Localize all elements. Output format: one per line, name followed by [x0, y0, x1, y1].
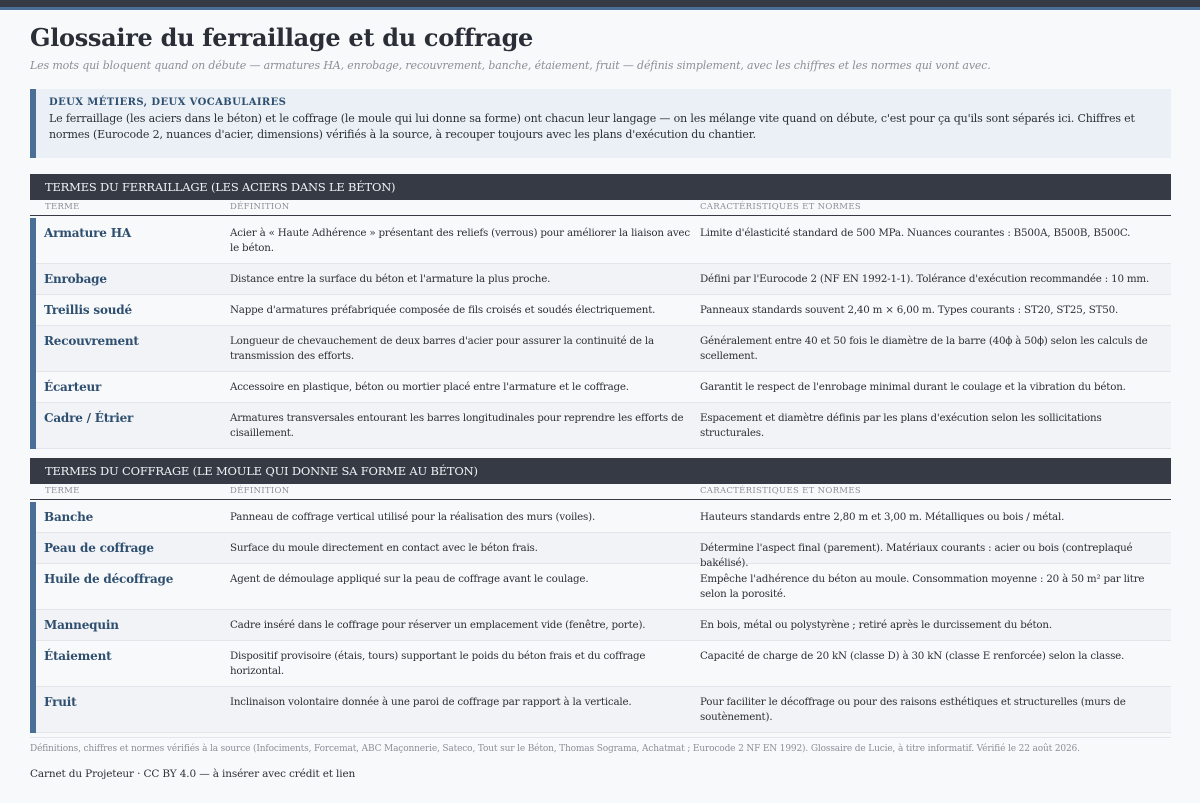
table-row	[36, 641, 1171, 687]
definition-cell: Acier à « Haute Adhérence » présentant des reliefs (verrous) pour améliorer la liaison avec le béton.	[230, 227, 690, 254]
glossary-section	[30, 458, 1171, 733]
term-cell: Armature HA	[44, 226, 131, 240]
term-cell: Recouvrement	[44, 334, 139, 348]
footnote: Définitions, chiffres et normes vérifiés à la source (Infociments, Forcemat, ABC Maçonnerie, Sateco, Tout sur le Béton, Thomas Sograma, Achatmat ; Eurocode 2 NF EN 1992). Glossaire de Lucie, à titre informatif. Vérifié le 22 août 2026.	[30, 737, 1171, 755]
table-row	[36, 533, 1171, 569]
table-row	[36, 372, 1171, 403]
characteristics-cell: Capacité de charge de 20 kN (classe D) à 30 kN (classe E renforcée) selon la classe.	[700, 650, 1125, 662]
definition-cell: Armatures transversales entourant les barres longitudinales pour reprendre les efforts de cisaillement.	[230, 412, 684, 439]
section-header: TERMES DU FERRAILLAGE (LES ACIERS DANS LE BÉTON)	[30, 174, 1171, 200]
page-title: Glossaire du ferraillage et du coffrage	[30, 23, 534, 52]
table-row	[36, 502, 1171, 533]
definition-cell: Cadre inséré dans le coffrage pour réserver un emplacement vide (fenêtre, porte).	[230, 619, 646, 631]
section-header: TERMES DU COFFRAGE (LE MOULE QUI DONNE SA FORME AU BÉTON)	[30, 458, 1171, 484]
table-row	[36, 403, 1171, 449]
table-row	[36, 564, 1171, 610]
characteristics-cell: Généralement entre 40 et 50 fois le diamètre de la barre (40ϕ à 50ϕ) selon les calculs de scellement.	[700, 335, 1148, 362]
column-header-characteristics: CARACTÉRISTIQUES ET NORMES	[700, 486, 861, 496]
top-bar	[0, 0, 1200, 7]
term-cell: Fruit	[44, 695, 77, 709]
definition-cell: Panneau de coffrage vertical utilisé pour la réalisation des murs (voiles).	[230, 511, 596, 523]
notice-title: DEUX MÉTIERS, DEUX VOCABULAIRES	[49, 97, 287, 108]
notice-box	[30, 89, 1171, 158]
characteristics-cell: Limite d'élasticité standard de 500 MPa. Nuances courantes : B500A, B500B, B500C.	[700, 227, 1131, 239]
column-headers	[30, 484, 1171, 500]
definition-cell: Surface du moule directement en contact avec le béton frais.	[230, 542, 538, 554]
term-cell: Écarteur	[44, 380, 102, 394]
credit-line: Carnet du Projeteur · CC BY 4.0 — à insérer avec crédit et lien	[30, 768, 356, 780]
glossary-section	[30, 174, 1171, 449]
column-header-definition: DÉFINITION	[230, 202, 290, 212]
term-cell: Étaiement	[44, 649, 112, 663]
characteristics-cell: Pour faciliter le décoffrage ou pour des raisons esthétiques et structurelles (murs de soutènement).	[700, 696, 1126, 723]
table-body	[30, 218, 1171, 449]
definition-cell: Distance entre la surface du béton et l'armature la plus proche.	[230, 273, 551, 285]
definition-cell: Dispositif provisoire (étais, tours) supportant le poids du béton frais et du coffrage horizontal.	[230, 650, 646, 677]
term-cell: Cadre / Étrier	[44, 411, 134, 425]
table-row	[36, 218, 1171, 264]
table-row	[36, 687, 1171, 733]
page-subtitle: Les mots qui bloquent quand on débute — armatures HA, enrobage, recouvrement, banche, étaiement, fruit — définis simplement, avec les chiffres et les normes qui vont avec.	[30, 59, 991, 72]
definition-cell: Agent de démoulage appliqué sur la peau de coffrage avant le coulage.	[230, 573, 589, 585]
characteristics-cell: En bois, métal ou polystyrène ; retiré après le durcissement du béton.	[700, 619, 1052, 631]
column-header-characteristics: CARACTÉRISTIQUES ET NORMES	[700, 202, 861, 212]
definition-cell: Nappe d'armatures préfabriquée composée de fils croisés et soudés électriquement.	[230, 304, 656, 316]
term-cell: Mannequin	[44, 618, 119, 632]
definition-cell: Accessoire en plastique, béton ou mortier placé entre l'armature et le coffrage.	[230, 381, 629, 393]
table-row	[36, 610, 1171, 641]
term-cell: Enrobage	[44, 272, 107, 286]
table-row	[36, 326, 1171, 372]
characteristics-cell: Garantit le respect de l'enrobage minimal durant le coulage et la vibration du béton.	[700, 381, 1126, 393]
column-header-definition: DÉFINITION	[230, 486, 290, 496]
term-cell: Treillis soudé	[44, 303, 132, 317]
characteristics-cell: Panneaux standards souvent 2,40 m × 6,00 m. Types courants : ST20, ST25, ST50.	[700, 304, 1119, 316]
characteristics-cell: Empêche l'adhérence du béton au moule. Consommation moyenne : 20 à 50 m² par litre selon la porosité.	[700, 573, 1145, 600]
table-row	[36, 295, 1171, 326]
characteristics-cell: Défini par l'Eurocode 2 (NF EN 1992-1-1). Tolérance d'exécution recommandée : 10 mm.	[700, 273, 1150, 285]
definition-cell: Inclinaison volontaire donnée à une paroi de coffrage par rapport à la verticale.	[230, 696, 632, 708]
table-row	[36, 264, 1171, 295]
column-header-term: TERME	[45, 202, 80, 212]
definition-cell: Longueur de chevauchement de deux barres d'acier pour assurer la continuité de la transmission des efforts.	[230, 335, 654, 362]
notice-body: Le ferraillage (les aciers dans le béton) et le coffrage (le moule qui lui donne sa forme) ont chacun leur langage — on les mélange vite quand on débute, c'est pour ça qu'ils sont séparés ici. Chiffres et normes (Eurocode 2, nuances d'acier, dimensions) vérifiés à la source, à recouper toujours avec les plans d'exécution du chantier.	[49, 112, 1135, 141]
column-headers	[30, 200, 1171, 216]
table-body	[30, 502, 1171, 733]
term-cell: Peau de coffrage	[44, 541, 154, 555]
characteristics-cell: Hauteurs standards entre 2,80 m et 3,00 m. Métalliques ou bois / métal.	[700, 511, 1065, 523]
glossary-sections	[30, 174, 1171, 733]
page	[30, 10, 1171, 781]
characteristics-cell: Espacement et diamètre définis par les plans d'exécution selon les sollicitations structurales.	[700, 412, 1102, 439]
characteristics-cell: Détermine l'aspect final (parement). Matériaux courants : acier ou bois (contreplaqué bakélisé).	[700, 542, 1133, 569]
term-cell: Banche	[44, 510, 94, 524]
column-header-term: TERME	[45, 486, 80, 496]
term-cell: Huile de décoffrage	[44, 572, 174, 586]
